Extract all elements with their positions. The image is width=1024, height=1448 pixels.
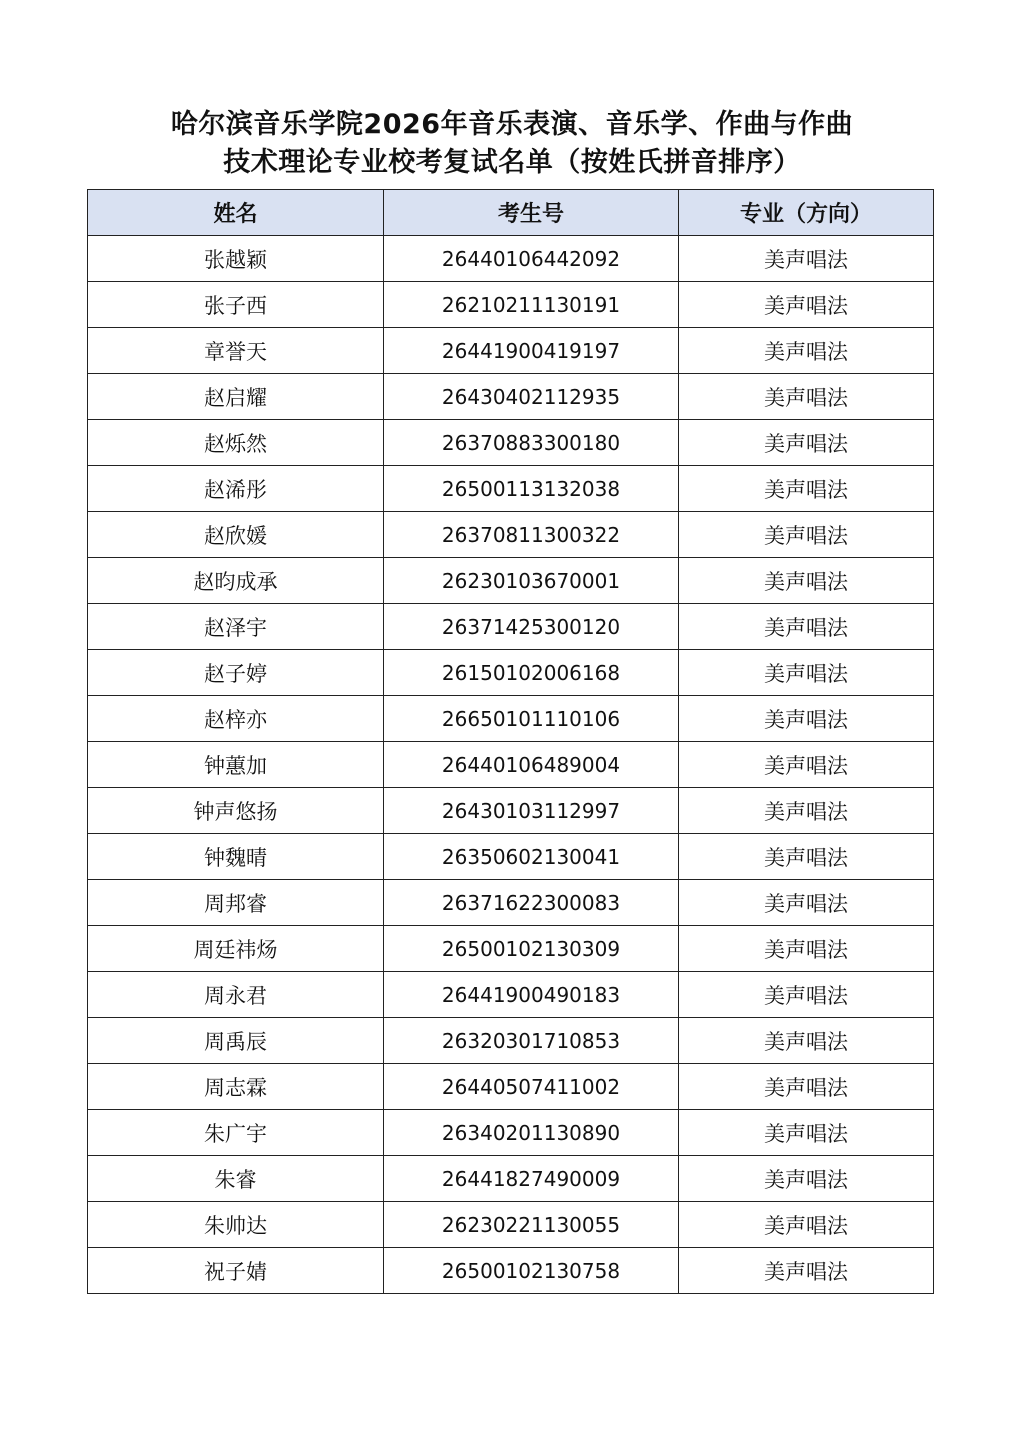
- cell-name: 朱广宇: [88, 1110, 384, 1156]
- cell-candidate-id: 26500102130309: [384, 926, 679, 972]
- cell-name: 周志霖: [88, 1064, 384, 1110]
- cell-candidate-id: 26440106442092: [384, 236, 679, 282]
- table-row: [88, 374, 934, 420]
- cell-candidate-id: 26370883300180: [384, 420, 679, 466]
- table-row: [88, 788, 934, 834]
- table-row: [88, 604, 934, 650]
- cell-candidate-id: 26440106489004: [384, 742, 679, 788]
- cell-candidate-id: 26350602130041: [384, 834, 679, 880]
- cell-major: 美声唱法: [679, 466, 934, 512]
- cell-candidate-id: 26650101110106: [384, 696, 679, 742]
- cell-name: 祝子婧: [88, 1248, 384, 1294]
- cell-major: 美声唱法: [679, 880, 934, 926]
- cell-name: 赵子婷: [88, 650, 384, 696]
- cell-major: 美声唱法: [679, 558, 934, 604]
- cell-candidate-id: 26441900490183: [384, 972, 679, 1018]
- cell-name: 赵浠彤: [88, 466, 384, 512]
- table-row: [88, 512, 934, 558]
- table-row: [88, 328, 934, 374]
- cell-candidate-id: 26230221130055: [384, 1202, 679, 1248]
- title-line-2: 技术理论专业校考复试名单（按姓氏拼音排序）: [223, 147, 801, 178]
- table-row: [88, 834, 934, 880]
- cell-major: 美声唱法: [679, 972, 934, 1018]
- table-row: [88, 1064, 934, 1110]
- table-row: [88, 1202, 934, 1248]
- cell-major: 美声唱法: [679, 1156, 934, 1202]
- cell-major: 美声唱法: [679, 374, 934, 420]
- cell-name: 朱帅达: [88, 1202, 384, 1248]
- cell-candidate-id: 26500102130758: [384, 1248, 679, 1294]
- cell-name: 赵烁然: [88, 420, 384, 466]
- cell-candidate-id: 26371425300120: [384, 604, 679, 650]
- cell-major: 美声唱法: [679, 1110, 934, 1156]
- cell-candidate-id: 26441900419197: [384, 328, 679, 374]
- table-row: [88, 1110, 934, 1156]
- roster-body: [88, 236, 934, 1294]
- cell-candidate-id: 26230103670001: [384, 558, 679, 604]
- cell-major: 美声唱法: [679, 1064, 934, 1110]
- table-row: [88, 236, 934, 282]
- roster-table: [87, 189, 934, 1294]
- cell-candidate-id: 26370811300322: [384, 512, 679, 558]
- cell-major: 美声唱法: [679, 328, 934, 374]
- header-candidate-id: 考生号: [384, 190, 679, 236]
- cell-name: 赵泽宇: [88, 604, 384, 650]
- table-row: [88, 420, 934, 466]
- cell-name: 钟声悠扬: [88, 788, 384, 834]
- cell-name: 张越颖: [88, 236, 384, 282]
- cell-major: 美声唱法: [679, 742, 934, 788]
- cell-name: 钟魏晴: [88, 834, 384, 880]
- cell-name: 赵昀成承: [88, 558, 384, 604]
- cell-major: 美声唱法: [679, 696, 934, 742]
- cell-candidate-id: 26430103112997: [384, 788, 679, 834]
- cell-name: 赵梓亦: [88, 696, 384, 742]
- table-row: [88, 972, 934, 1018]
- cell-name: 章誉天: [88, 328, 384, 374]
- table-row: [88, 558, 934, 604]
- cell-major: 美声唱法: [679, 604, 934, 650]
- table-row: [88, 696, 934, 742]
- document-title: [0, 106, 1024, 182]
- table-row: [88, 926, 934, 972]
- cell-major: 美声唱法: [679, 420, 934, 466]
- cell-major: 美声唱法: [679, 788, 934, 834]
- cell-name: 周廷祎炀: [88, 926, 384, 972]
- cell-candidate-id: 26210211130191: [384, 282, 679, 328]
- cell-name: 周永君: [88, 972, 384, 1018]
- table-row: [88, 1248, 934, 1294]
- cell-name: 张子西: [88, 282, 384, 328]
- cell-major: 美声唱法: [679, 834, 934, 880]
- table-row: [88, 282, 934, 328]
- cell-major: 美声唱法: [679, 1248, 934, 1294]
- cell-major: 美声唱法: [679, 236, 934, 282]
- cell-candidate-id: 26440507411002: [384, 1064, 679, 1110]
- cell-name: 赵欣媛: [88, 512, 384, 558]
- table-row: [88, 1018, 934, 1064]
- cell-candidate-id: 26500113132038: [384, 466, 679, 512]
- cell-candidate-id: 26340201130890: [384, 1110, 679, 1156]
- cell-candidate-id: 26430402112935: [384, 374, 679, 420]
- table-row: [88, 880, 934, 926]
- cell-name: 钟蕙加: [88, 742, 384, 788]
- table-row: [88, 466, 934, 512]
- cell-name: 赵启耀: [88, 374, 384, 420]
- cell-major: 美声唱法: [679, 926, 934, 972]
- cell-major: 美声唱法: [679, 650, 934, 696]
- table-row: [88, 742, 934, 788]
- cell-candidate-id: 26371622300083: [384, 880, 679, 926]
- cell-name: 朱睿: [88, 1156, 384, 1202]
- cell-name: 周邦睿: [88, 880, 384, 926]
- cell-candidate-id: 26441827490009: [384, 1156, 679, 1202]
- cell-major: 美声唱法: [679, 282, 934, 328]
- cell-major: 美声唱法: [679, 1018, 934, 1064]
- cell-candidate-id: 26150102006168: [384, 650, 679, 696]
- table-row: [88, 650, 934, 696]
- cell-major: 美声唱法: [679, 512, 934, 558]
- header-name: 姓名: [88, 190, 384, 236]
- cell-major: 美声唱法: [679, 1202, 934, 1248]
- cell-candidate-id: 26320301710853: [384, 1018, 679, 1064]
- cell-name: 周禹辰: [88, 1018, 384, 1064]
- header-major: 专业（方向）: [679, 190, 934, 236]
- table-row: [88, 1156, 934, 1202]
- header-row: [88, 190, 934, 236]
- title-line-1: 哈尔滨音乐学院2026年音乐表演、音乐学、作曲与作曲: [170, 109, 854, 140]
